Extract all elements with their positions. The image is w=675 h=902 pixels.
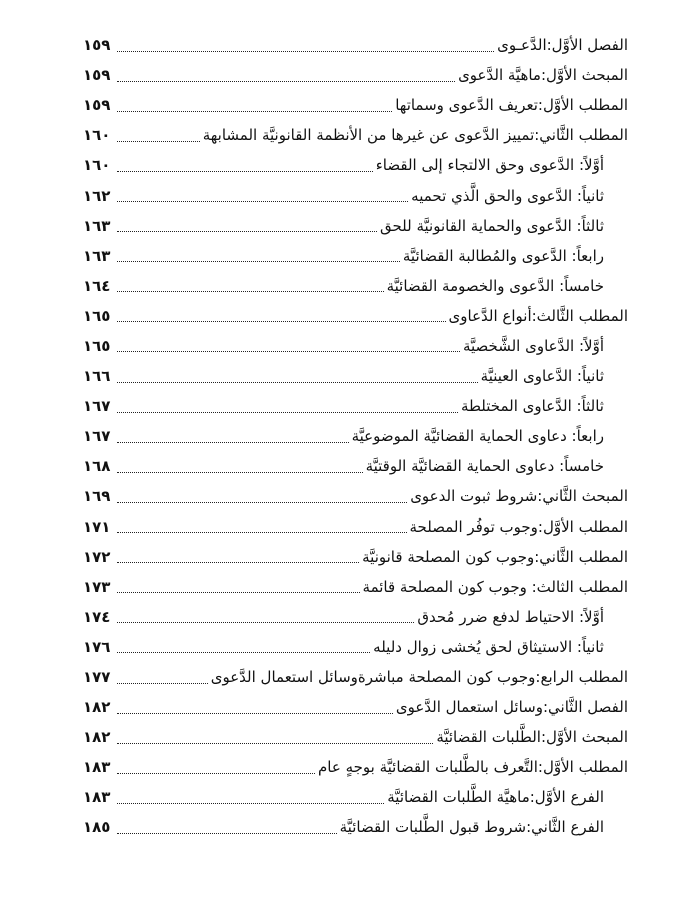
toc-entry [83, 211, 628, 241]
toc-entry-page-number: ١٨٣ [83, 788, 111, 807]
dot-leader [117, 261, 400, 262]
toc-entry-title: ثانياً: الدَّعوى والحق الَّذي تحميه [411, 186, 604, 205]
toc-entry [83, 451, 628, 481]
toc-entry [83, 120, 628, 150]
toc-entry-title: الفرع الثَّاني:شروط قبول الطَّلبات القضائيَّة [339, 818, 604, 837]
dot-leader [117, 51, 494, 52]
dot-leader [117, 833, 337, 834]
toc-entry [83, 90, 628, 120]
dot-leader [117, 532, 407, 533]
toc-entry-title: خامساً: الدَّعوى والخصومة القضائيَّة [386, 276, 604, 295]
dot-leader [117, 442, 349, 443]
toc-entry-title: ثانياً: الدَّعاوى العينيَّة [480, 367, 604, 386]
dot-leader [117, 141, 200, 142]
table-of-contents [83, 30, 628, 843]
toc-entry-title: الفصل الأوَّل:الدَّعـوى [497, 36, 628, 55]
toc-entry-page-number: ١٧٣ [83, 577, 111, 596]
toc-entry [83, 271, 628, 301]
dot-leader [117, 622, 414, 623]
toc-entry [83, 782, 628, 812]
toc-entry-title: رابعاً: دعاوى الحماية القضائيَّة الموضوعيَّة [351, 427, 604, 446]
dot-leader [117, 562, 359, 563]
toc-entry-page-number: ١٨٢ [83, 698, 111, 717]
toc-entry [83, 391, 628, 421]
toc-entry-title: أوَّلاً: الدَّعاوى الشَّخصيَّة [462, 336, 604, 355]
toc-entry-title: ثالثاً: الدَّعوى والحماية القانونيَّة للحق [379, 216, 604, 235]
toc-entry-page-number: ١٦٠ [83, 126, 111, 145]
toc-entry-page-number: ١٦٧ [83, 427, 111, 446]
toc-entry [83, 421, 628, 451]
toc-entry-title: أوَّلاً: الاحتياط لدفع ضرر مُحدق [417, 607, 604, 626]
dot-leader [117, 171, 373, 172]
toc-entry-title: ثالثاً: الدَّعاوى المختلطة [460, 397, 604, 416]
toc-entry [83, 301, 628, 331]
toc-entry-title: أوَّلاً: الدَّعوى وحق الالتجاء إلى القضاء [375, 156, 604, 175]
toc-entry [83, 542, 628, 572]
dot-leader [117, 472, 363, 473]
toc-entry-page-number: ١٦٥ [83, 306, 111, 325]
toc-entry-title: المطلب الأوَّل:تعريف الدَّعوى وسماتها [395, 96, 628, 115]
toc-entry [83, 572, 628, 602]
toc-entry [83, 692, 628, 722]
toc-entry-page-number: ١٦٣ [83, 246, 111, 265]
toc-entry-page-number: ١٦٨ [83, 457, 111, 476]
toc-entry-page-number: ١٦٣ [83, 216, 111, 235]
toc-entry-title: المطلب الثَّاني:تمييز الدَّعوى عن غيرها من الأنظمة القانونيَّة المشابهة [202, 126, 628, 145]
toc-entry [83, 331, 628, 361]
toc-entry-page-number: ١٥٩ [83, 96, 111, 115]
toc-entry-title: المطلب الأوَّل:وجوب توفُر المصلحة [409, 517, 628, 536]
toc-entry [83, 361, 628, 391]
toc-entry-title: الفصل الثَّاني:وسائل استعمال الدَّعوى [395, 698, 628, 717]
toc-entry-page-number: ١٦٥ [83, 336, 111, 355]
dot-leader [117, 351, 460, 352]
toc-entry-title: المطلب الثَّالث:أنواع الدَّعاوى [448, 306, 628, 325]
toc-entry-title: ثانياً: الاستيثاق لحق يُخشى زوال دليله [373, 637, 604, 656]
toc-entry-page-number: ١٧٤ [83, 607, 111, 626]
toc-entry-page-number: ١٨٥ [83, 818, 111, 837]
toc-entry-page-number: ١٦٢ [83, 186, 111, 205]
dot-leader [117, 412, 458, 413]
dot-leader [117, 321, 446, 322]
toc-entry-title: المبحث الأوَّل:الطَّلبات القضائيَّة [436, 728, 628, 747]
toc-entry-title: المطلب الأوَّل:التَّعرف بالطَّلبات القضائيَّة بوجهٍ عام [318, 758, 628, 777]
dot-leader [117, 201, 408, 202]
toc-entry [83, 60, 628, 90]
toc-entry [83, 662, 628, 692]
dot-leader [117, 111, 392, 112]
dot-leader [117, 231, 377, 232]
dot-leader [117, 291, 384, 292]
toc-entry-page-number: ١٧٧ [83, 668, 111, 687]
toc-entry-page-number: ١٧٢ [83, 547, 111, 566]
toc-entry [83, 481, 628, 511]
dot-leader [117, 713, 393, 714]
toc-entry-page-number: ١٦٠ [83, 156, 111, 175]
toc-entry [83, 241, 628, 271]
dot-leader [117, 773, 315, 774]
toc-entry-page-number: ١٦٧ [83, 397, 111, 416]
toc-entry-title: خامساً: دعاوى الحماية القضائيَّة الوقتيَّة [365, 457, 604, 476]
toc-entry [83, 512, 628, 542]
dot-leader [117, 382, 478, 383]
toc-entry-page-number: ١٨٣ [83, 758, 111, 777]
toc-entry-page-number: ١٧٦ [83, 637, 111, 656]
dot-leader [117, 652, 370, 653]
dot-leader [117, 803, 384, 804]
dot-leader [117, 683, 208, 684]
dot-leader [117, 502, 407, 503]
dot-leader [117, 743, 433, 744]
toc-entry-title: المطلب الثَّاني:وجوب كون المصلحة قانونيَّة [362, 547, 628, 566]
dot-leader [117, 592, 360, 593]
toc-entry-page-number: ١٦٦ [83, 367, 111, 386]
toc-entry [83, 180, 628, 210]
toc-entry-page-number: ١٧١ [83, 517, 111, 536]
toc-entry-page-number: ١٦٩ [83, 487, 111, 506]
toc-entry [83, 602, 628, 632]
toc-entry-page-number: ١٨٢ [83, 728, 111, 747]
toc-entry [83, 632, 628, 662]
toc-entry-page-number: ١٥٩ [83, 66, 111, 85]
toc-entry-title: الفرع الأوَّل:ماهيَّة الطَّلبات القضائيَّة [387, 788, 604, 807]
toc-entry [83, 722, 628, 752]
toc-entry-title: المطلب الثالث: وجوب كون المصلحة قائمة [362, 577, 628, 596]
toc-entry [83, 30, 628, 60]
toc-entry [83, 150, 628, 180]
dot-leader [117, 81, 455, 82]
toc-entry-title: المبحث الثَّاني:شروط ثبوت الدعوى [410, 487, 628, 506]
toc-entry [83, 812, 628, 842]
toc-entry-page-number: ١٥٩ [83, 36, 111, 55]
toc-entry [83, 752, 628, 782]
toc-entry-title: رابعاً: الدَّعوى والمُطالبة القضائيَّة [402, 246, 604, 265]
toc-entry-title: المبحث الأوَّل:ماهيَّة الدَّعوى [458, 66, 628, 85]
toc-entry-page-number: ١٦٤ [83, 276, 111, 295]
toc-entry-title: المطلب الرابع:وجوب كون المصلحة مباشرةوسائل استعمال الدَّعوى [210, 668, 628, 687]
